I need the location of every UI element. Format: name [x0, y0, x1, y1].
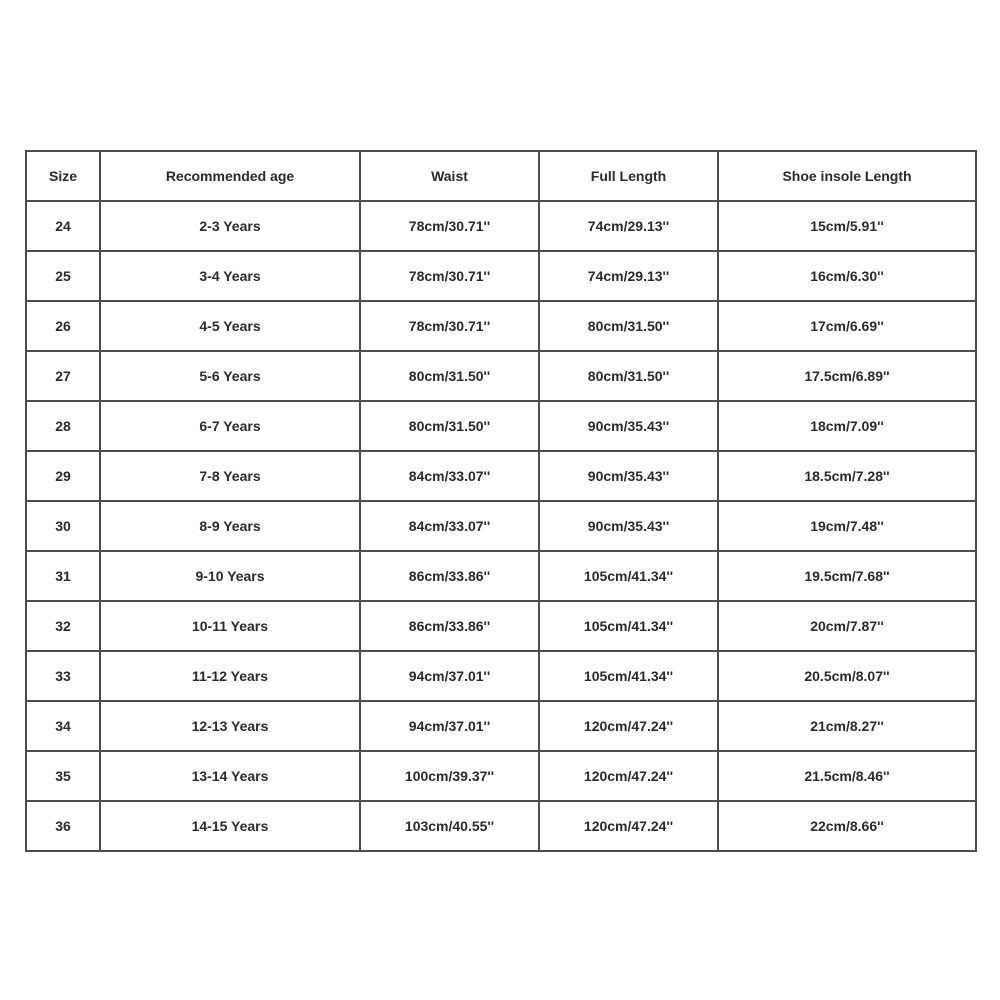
- header-waist: Waist: [360, 151, 539, 201]
- cell-waist: 78cm/30.71'': [360, 251, 539, 301]
- cell-size: 34: [26, 701, 100, 751]
- cell-full-length: 120cm/47.24'': [539, 751, 718, 801]
- header-recommended-age: Recommended age: [100, 151, 360, 201]
- cell-shoe-insole-length: 21.5cm/8.46'': [718, 751, 976, 801]
- cell-shoe-insole-length: 19.5cm/7.68'': [718, 551, 976, 601]
- table-row: [26, 801, 976, 851]
- cell-size: 26: [26, 301, 100, 351]
- cell-shoe-insole-length: 17.5cm/6.89'': [718, 351, 976, 401]
- cell-recommended-age: 6-7 Years: [100, 401, 360, 451]
- table-row: [26, 501, 976, 551]
- cell-recommended-age: 7-8 Years: [100, 451, 360, 501]
- cell-size: 31: [26, 551, 100, 601]
- table-row: [26, 351, 976, 401]
- header-shoe-insole-length: Shoe insole Length: [718, 151, 976, 201]
- cell-recommended-age: 12-13 Years: [100, 701, 360, 751]
- cell-size: 36: [26, 801, 100, 851]
- table-row: [26, 451, 976, 501]
- table-row: [26, 401, 976, 451]
- cell-waist: 86cm/33.86'': [360, 551, 539, 601]
- cell-recommended-age: 13-14 Years: [100, 751, 360, 801]
- cell-recommended-age: 5-6 Years: [100, 351, 360, 401]
- cell-full-length: 105cm/41.34'': [539, 601, 718, 651]
- cell-recommended-age: 10-11 Years: [100, 601, 360, 651]
- cell-recommended-age: 9-10 Years: [100, 551, 360, 601]
- cell-recommended-age: 3-4 Years: [100, 251, 360, 301]
- cell-shoe-insole-length: 20cm/7.87'': [718, 601, 976, 651]
- cell-waist: 84cm/33.07'': [360, 451, 539, 501]
- cell-full-length: 80cm/31.50'': [539, 301, 718, 351]
- cell-shoe-insole-length: 22cm/8.66'': [718, 801, 976, 851]
- cell-size: 25: [26, 251, 100, 301]
- cell-full-length: 120cm/47.24'': [539, 801, 718, 851]
- cell-size: 29: [26, 451, 100, 501]
- cell-recommended-age: 8-9 Years: [100, 501, 360, 551]
- cell-waist: 94cm/37.01'': [360, 701, 539, 751]
- cell-shoe-insole-length: 20.5cm/8.07'': [718, 651, 976, 701]
- cell-full-length: 80cm/31.50'': [539, 351, 718, 401]
- table-row: [26, 551, 976, 601]
- table-row: [26, 601, 976, 651]
- cell-waist: 94cm/37.01'': [360, 651, 539, 701]
- cell-full-length: 120cm/47.24'': [539, 701, 718, 751]
- cell-shoe-insole-length: 19cm/7.48'': [718, 501, 976, 551]
- cell-waist: 86cm/33.86'': [360, 601, 539, 651]
- cell-full-length: 74cm/29.13'': [539, 251, 718, 301]
- table-row: [26, 251, 976, 301]
- header-full-length: Full Length: [539, 151, 718, 201]
- cell-waist: 80cm/31.50'': [360, 351, 539, 401]
- cell-waist: 100cm/39.37'': [360, 751, 539, 801]
- table-row: [26, 651, 976, 701]
- cell-recommended-age: 11-12 Years: [100, 651, 360, 701]
- table-body: [26, 201, 976, 851]
- cell-shoe-insole-length: 18.5cm/7.28'': [718, 451, 976, 501]
- cell-waist: 84cm/33.07'': [360, 501, 539, 551]
- cell-size: 32: [26, 601, 100, 651]
- cell-full-length: 90cm/35.43'': [539, 401, 718, 451]
- table-row: [26, 751, 976, 801]
- cell-waist: 80cm/31.50'': [360, 401, 539, 451]
- cell-size: 28: [26, 401, 100, 451]
- cell-shoe-insole-length: 17cm/6.69'': [718, 301, 976, 351]
- size-chart-table: [25, 150, 977, 852]
- cell-waist: 78cm/30.71'': [360, 201, 539, 251]
- header-size: Size: [26, 151, 100, 201]
- cell-full-length: 90cm/35.43'': [539, 501, 718, 551]
- cell-size: 33: [26, 651, 100, 701]
- table-row: [26, 301, 976, 351]
- cell-size: 35: [26, 751, 100, 801]
- cell-size: 24: [26, 201, 100, 251]
- cell-waist: 103cm/40.55'': [360, 801, 539, 851]
- cell-size: 30: [26, 501, 100, 551]
- cell-recommended-age: 4-5 Years: [100, 301, 360, 351]
- cell-full-length: 105cm/41.34'': [539, 551, 718, 601]
- cell-size: 27: [26, 351, 100, 401]
- cell-recommended-age: 2-3 Years: [100, 201, 360, 251]
- cell-full-length: 90cm/35.43'': [539, 451, 718, 501]
- table-row: [26, 701, 976, 751]
- header-row: [26, 151, 976, 201]
- table-row: [26, 201, 976, 251]
- cell-recommended-age: 14-15 Years: [100, 801, 360, 851]
- cell-waist: 78cm/30.71'': [360, 301, 539, 351]
- cell-shoe-insole-length: 18cm/7.09'': [718, 401, 976, 451]
- cell-full-length: 74cm/29.13'': [539, 201, 718, 251]
- cell-shoe-insole-length: 16cm/6.30'': [718, 251, 976, 301]
- cell-full-length: 105cm/41.34'': [539, 651, 718, 701]
- cell-shoe-insole-length: 15cm/5.91'': [718, 201, 976, 251]
- cell-shoe-insole-length: 21cm/8.27'': [718, 701, 976, 751]
